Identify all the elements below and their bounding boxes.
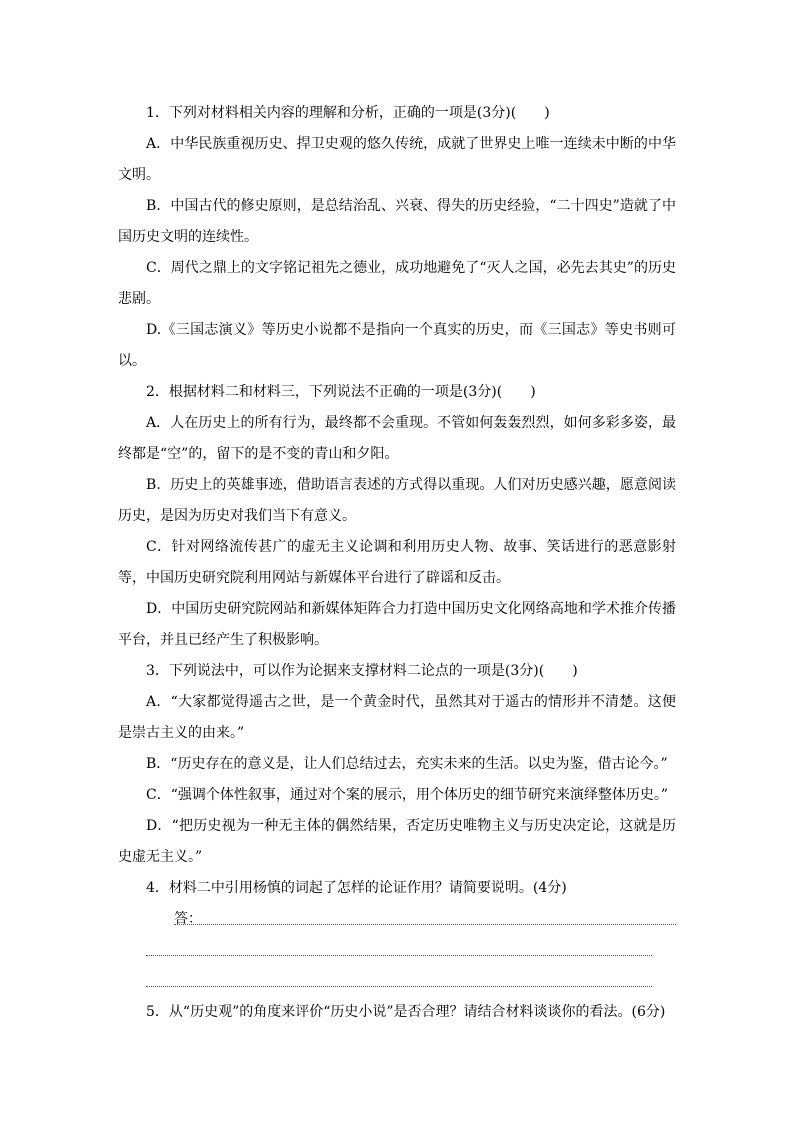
answer-line-2-row[interactable]	[118, 935, 676, 966]
answer-label: 答：	[174, 911, 202, 927]
question-3-option-c: C．“强调个体性叙事，通过对个案的展示，用个体历史的细节研究来演绎整体历史。”	[146, 787, 669, 803]
question-1-option-d: D.《三国志演义》等历史小说都不是指向一个真实的历史，而《三国志》等史书则可以。	[118, 322, 676, 369]
question-2-option-d: D．中国历史研究院网站和新媒体矩阵合力打造中国历史文化网络高地和学术推介传播平台，并且已经产生了积极影响。	[118, 601, 676, 648]
answer-line-3-row[interactable]	[118, 966, 676, 997]
answer-line-1	[174, 924, 676, 925]
question-3-option-a: A．“大家都觉得遥古之世，是一个黄金时代，虽然其对于遥古的情形并不清楚。这便是崇古主义的由来。”	[118, 694, 676, 741]
question-3-option-d: D．“把历史视为一种无主体的偶然结果，否定历史唯物主义与历史决定论，这就是历史虚无主义。”	[118, 818, 676, 865]
question-1-option-c: C．周代之鼎上的文字铭记祖先之德业，成功地避免了“灭人之国，必先去其史”的历史悲剧。	[118, 260, 676, 307]
question-3-stem: 3．下列说法中，可以作为论据来支撑材料二论点的一项是(3分)( )	[146, 663, 578, 679]
question-3-option-b: B．“历史存在的意义是，让人们总结过去，充实未来的生活。以史为鉴，借古论今。”	[146, 756, 668, 772]
question-1-stem: 1．下列对材料相关内容的理解和分析，正确的一项是(3分)( )	[146, 105, 550, 121]
question-2-option-c: C．针对网络流传甚广的虚无主义论调和利用历史人物、故事、笑话进行的恶意影射等，中国历史研究院利用网站与新媒体平台进行了辟谣和反击。	[118, 539, 676, 586]
question-1-option-b: B．中国古代的修史原则，是总结治乱、兴衰、得失的历史经验，“二十四史”造就了中国历史文明的连续性。	[118, 198, 676, 245]
question-list	[118, 98, 676, 1028]
question-2-option-b: B．历史上的英雄事迹，借助语言表述的方式得以重现。人们对历史感兴趣，愿意阅读历史，是因为历史对我们当下有意义。	[118, 477, 676, 524]
question-1-option-a: A．中华民族重视历史、捍卫史观的悠久传统，成就了世界史上唯一连续未中断的中华文明。	[118, 136, 676, 183]
answer-line-3	[146, 986, 652, 987]
question-2-option-a: A．人在历史上的所有行为，最终都不会重现。不管如何轰轰烈烈，如何多彩多姿，最终都是“空”的，留下的是不变的青山和夕阳。	[118, 415, 676, 462]
answer-line-2	[146, 955, 652, 956]
question-5-stem: 5．从“历史观”的角度来评价“历史小说”是否合理？请结合材料谈谈你的看法。(6分)	[146, 1004, 666, 1020]
question-2-stem: 2．根据材料二和材料三，下列说法不正确的一项是(3分)( )	[146, 384, 536, 400]
question-4-stem: 4．材料二中引用杨慎的词起了怎样的论证作用？请简要说明。(4分)	[146, 880, 567, 896]
answer-area[interactable]	[118, 904, 676, 935]
